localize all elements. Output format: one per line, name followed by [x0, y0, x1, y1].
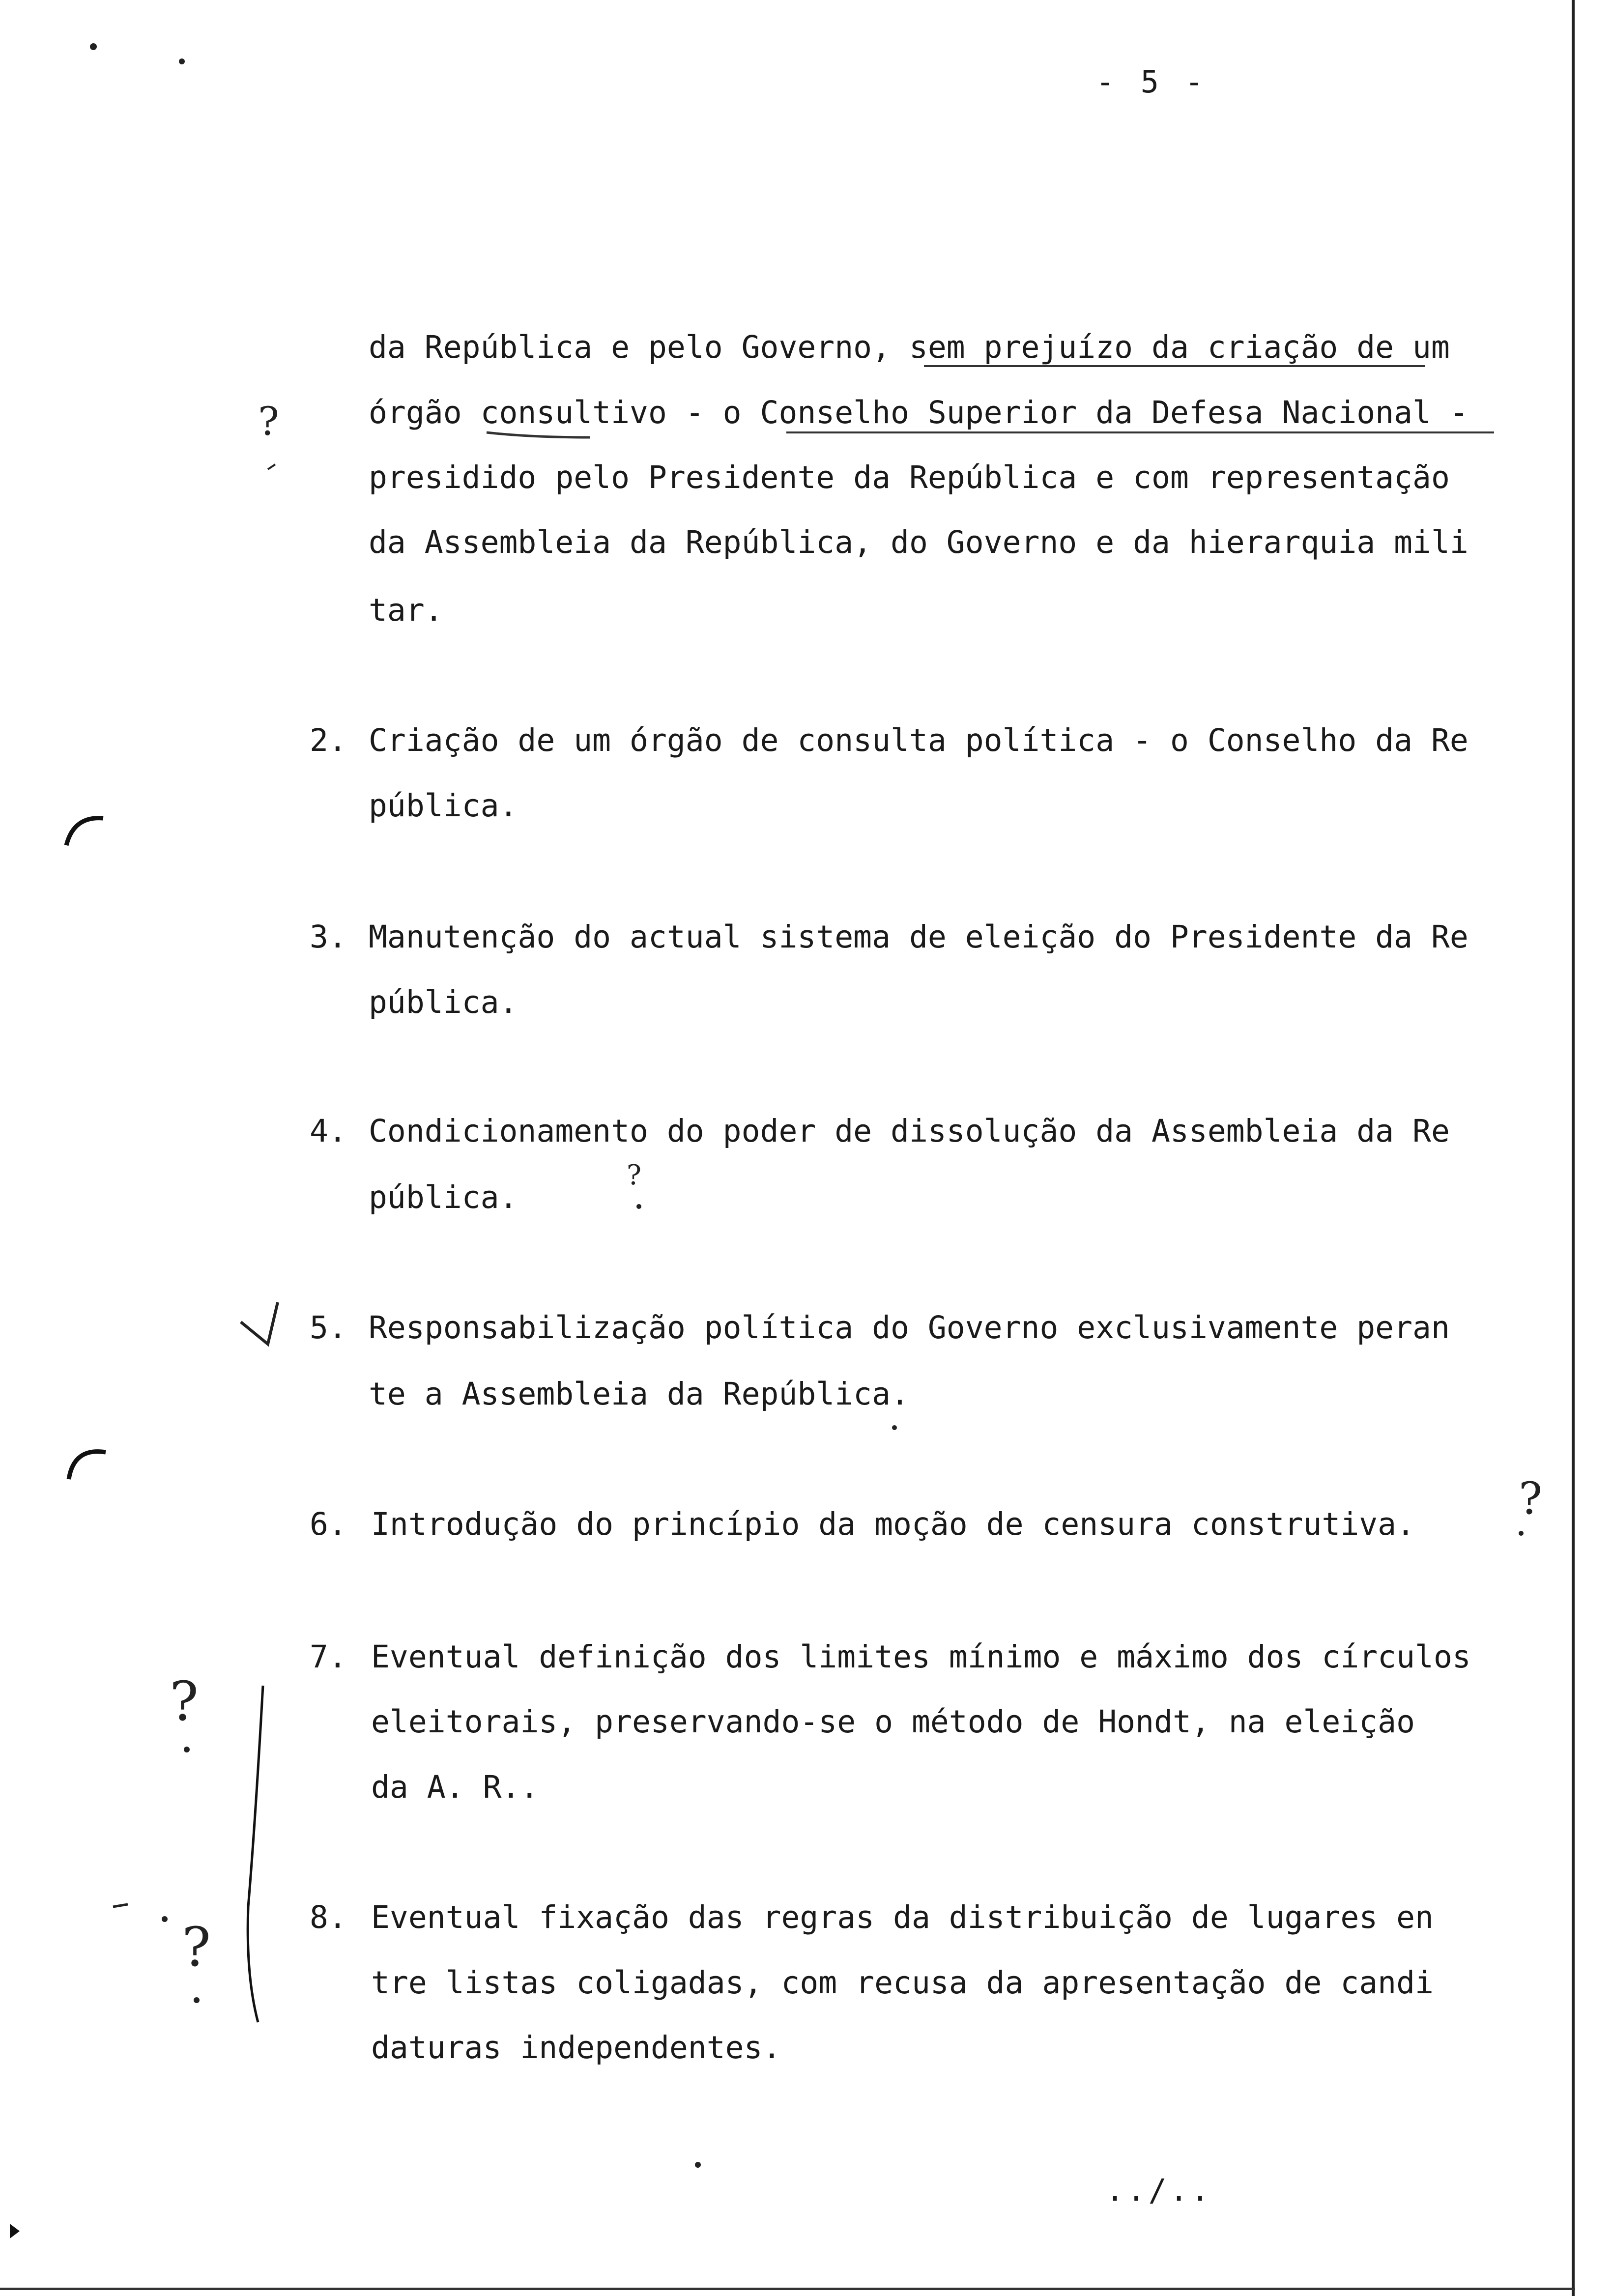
item-line: eleitorais, preservando-se o método de Hondt, na eleição: [371, 1704, 1415, 1740]
continuation-mark: ../..: [1106, 2172, 1212, 2208]
item-line: Eventual definição dos limites mínimo e máximo dos círculos: [371, 1639, 1471, 1675]
item-line: pública.: [369, 984, 518, 1020]
item-line: Responsabilização política do Governo exclusivamente peran: [369, 1310, 1450, 1346]
item-line: pública.: [369, 788, 518, 824]
item-line: Manutenção do actual sistema de eleição do Presidente da Re: [369, 919, 1468, 955]
question-mark-annotation: ?: [182, 1916, 211, 1979]
item-line: Criação de um órgão de consulta política - o Conselho da Re: [369, 722, 1468, 758]
question-mark-annotation: ?: [627, 1159, 642, 1191]
page-number: - 5 -: [1096, 64, 1208, 100]
underline-mark: [487, 432, 590, 437]
item-line: Condicionamento do poder de dissolução da Assembleia da Re: [369, 1113, 1450, 1149]
question-mark-annotation: ?: [1519, 1473, 1543, 1524]
item-line: pública.: [369, 1179, 518, 1215]
intro-line: órgão consultivo - o Conselho Superior da Defesa Nacional -: [369, 395, 1468, 430]
intro-line: da República e pelo Governo, sem prejuízo da criação de um: [369, 329, 1450, 365]
margin-arc-mark: [66, 818, 103, 845]
item-line: Eventual fixação das regras da distribuição de lugares en: [371, 1899, 1434, 1935]
item-line: Introdução do princípio da moção de censura construtiva.: [371, 1506, 1415, 1542]
intro-line: tar.: [369, 592, 443, 628]
margin-bracket-mark: [248, 1686, 263, 2022]
item-number: 6.: [310, 1506, 347, 1542]
item-number: 2.: [310, 722, 347, 758]
item-number: 7.: [310, 1639, 347, 1675]
question-mark-annotation: ?: [258, 399, 279, 444]
item-number: 8.: [310, 1899, 347, 1935]
item-line: daturas independentes.: [371, 2030, 781, 2066]
item-number: 4.: [310, 1113, 347, 1149]
question-mark-annotation: ?: [170, 1670, 199, 1733]
item-line: da A. R..: [371, 1769, 539, 1805]
item-number: 3.: [310, 919, 347, 955]
item-line: tre listas coligadas, com recusa da apresentação de candi: [371, 1965, 1434, 2001]
item-number: 5.: [310, 1310, 347, 1346]
margin-arc-mark: [69, 1452, 106, 1479]
item-line: te a Assembleia da República.: [369, 1376, 909, 1412]
intro-line: da Assembleia da República, do Governo e da hierarquia mili: [369, 524, 1468, 560]
intro-line: presidido pelo Presidente da República e com representação: [369, 459, 1450, 495]
check-mark-annotation: [241, 1302, 278, 1344]
